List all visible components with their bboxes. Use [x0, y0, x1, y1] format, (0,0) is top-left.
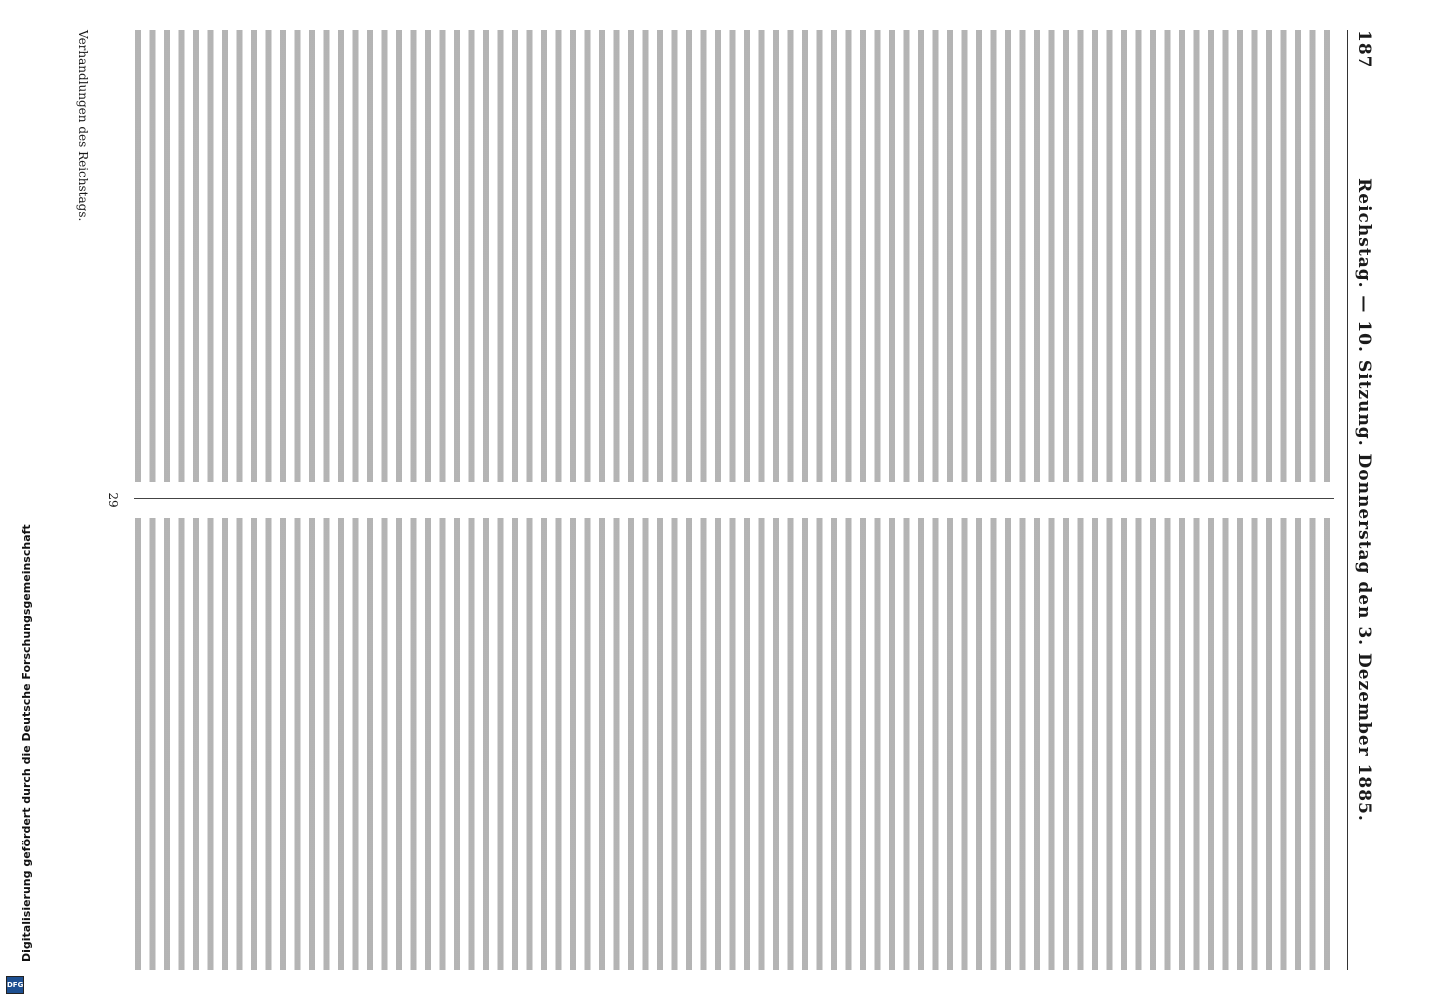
column-right: [134, 518, 1334, 970]
document-page: [40, 0, 1390, 1000]
body-columns: [134, 30, 1334, 970]
column-divider: [134, 498, 1334, 499]
scanned-page-wrapper: [40, 0, 1390, 1000]
page-signature: 29: [106, 492, 120, 508]
digitization-sidebar: [0, 0, 40, 1000]
dfg-logo-icon: DFG: [6, 976, 24, 994]
page-header: [1347, 30, 1376, 970]
column-left: [134, 30, 1334, 482]
page-number: 187: [1354, 30, 1374, 69]
page-title: Reichstag. — 10. Sitzung. Donnerstag den 3. Dezember 1885.: [1354, 178, 1374, 822]
digitization-notice: Digitalisierung gefördert durch die Deutsche Forschungsgemeinschaft: [20, 524, 33, 962]
page-footer: Verhandlungen des Reichstags.: [76, 30, 90, 222]
